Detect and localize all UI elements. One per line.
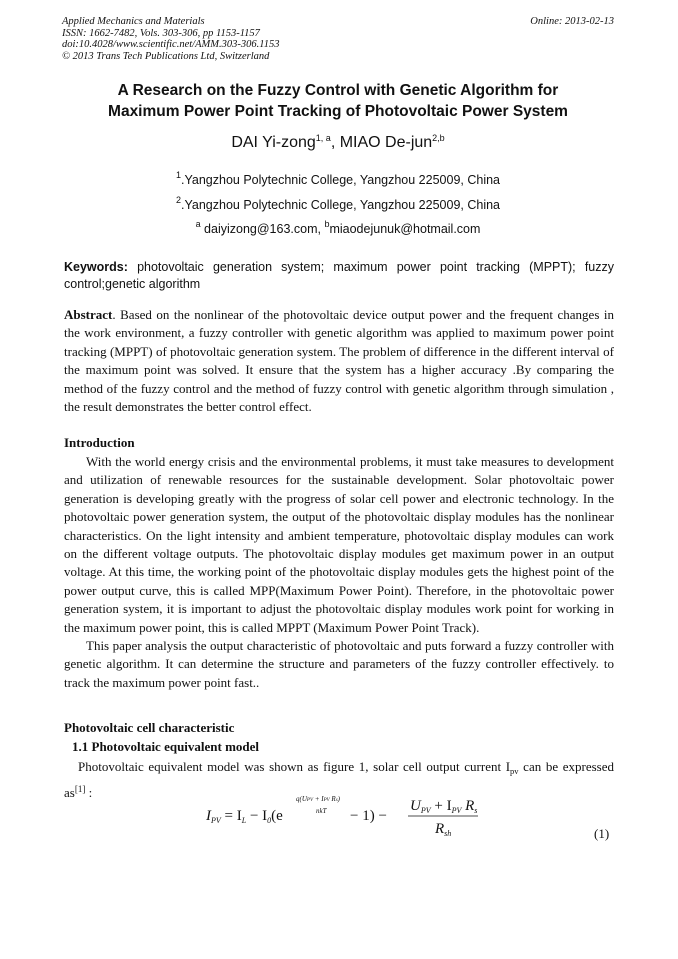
copyright-line: © 2013 Trans Tech Publications Ltd, Switzerland	[62, 50, 270, 62]
email-b-mark: b	[324, 219, 330, 229]
subsection-text-1: Photovoltaic equivalent model was shown as figure 1, solar cell output current I	[78, 759, 511, 774]
journal-name: Applied Mechanics and Materials	[62, 16, 205, 27]
paper-title	[62, 80, 614, 122]
keywords-text: photovoltaic generation system; maximum power point tracking (MPPT); fuzzy control;genetic algorithm	[64, 260, 614, 291]
doi-line: doi:10.4028/www.scientific.net/AMM.303-306.1153	[62, 39, 280, 50]
journal-header	[62, 16, 279, 62]
author-1: DAI Yi-zong	[231, 134, 316, 151]
title-line-2: Maximum Power Point Tracking of Photovoltaic Power System	[108, 103, 568, 120]
keywords	[64, 259, 614, 293]
email-b: miaodejunuk@hotmail.com	[329, 222, 481, 236]
introduction-paragraph-2: This paper analysis the output characteristic of photovoltaic and puts forward a fuzzy controller with genetic algorithm. It can determine the structure and parameters of the fuzzy controller effectively. to track the maximum power point fast..	[64, 638, 614, 690]
section-heading: Photovoltaic cell characteristic	[64, 720, 235, 735]
abstract-label: Abstract	[64, 307, 113, 322]
issn-line: ISSN: 1662-7482, Vols. 303-306, pp 1153-1157	[62, 27, 260, 39]
affiliation-1-mark: 1	[176, 170, 182, 180]
introduction-heading: Introduction	[64, 435, 135, 450]
affiliation-1	[62, 170, 614, 187]
affiliation-2	[62, 195, 614, 212]
title-line-1: A Research on the Fuzzy Control with Genetic Algorithm for	[117, 82, 559, 99]
introduction-body	[64, 453, 614, 692]
abstract	[64, 306, 614, 416]
author-2-affil: 2,b	[432, 133, 445, 143]
subsection-heading: 1.1 Photovoltaic equivalent model	[72, 739, 260, 754]
eq-exponent-numerator: q(UPV + IPV Rs)	[296, 795, 340, 803]
affiliation-2-text: .Yangzhou Polytechnic College, Yangzhou 225009, China	[181, 198, 500, 212]
equation-number: (1)	[594, 826, 610, 841]
equation-1	[200, 790, 480, 840]
subsection-text-2: can be expressed as	[64, 759, 614, 801]
eq-fraction-numerator: $U_{PV} + I_{PV}$ $R_s$	[410, 798, 478, 815]
email-a-mark: a	[195, 219, 201, 229]
introduction-paragraph-1: With the world energy crisis and the environmental problems, it must take measures to development and utilization of renewable resources for the sustainable development. Solar photovoltaic power generation is developing greatly with the progress of solar cell power and electronic technology. In the photovoltaic power generation system, the output of the photovoltaic display modules has the nonlinear characteristics. On the light intensity and ambient temperature, photovoltaic display modules can work on the different voltage outputs. The photovoltaic display modules get maximum power in an output voltage. At this time, the working point of the photovoltaic display modules gets the highest point of the power output curve, this is called MPP(Maximum Power Point). Therefore, in the photovoltaic power generation system, it is important to adjust the photovoltaic display modules work point for working in the maximum power point, this is called MPPT (Maximum Power Point Track).	[64, 454, 614, 635]
eq-tail: − 1) −	[350, 808, 387, 824]
affiliation-1-text: .Yangzhou Polytechnic College, Yangzhou 225009, China	[181, 173, 500, 187]
author-emails	[62, 219, 614, 236]
author-1-affil: 1, a	[315, 133, 331, 143]
online-date: Online: 2013-02-13	[530, 16, 614, 27]
subsection-text-3: :	[85, 785, 93, 801]
author-list	[62, 133, 614, 152]
citation-ref: [1]	[74, 784, 86, 795]
abstract-text: . Based on the nonlinear of the photovoltaic device output power and the frequent changes in the work environment, a fuzzy controller with genetic algorithm was applied to maximum power point tracking (MPPT) of photovoltaic generation system. The problem of difference in the different interval of the maximum point was solved. It ensure that the system has a higher accuracy .By comparing the method of the fuzzy control and the method of fuzzy control with genetic algorithm through simulation , the result demonstrates the better control effect.	[64, 307, 614, 415]
author-separator: ,	[330, 134, 340, 151]
keywords-label: Keywords:	[64, 260, 128, 274]
eq-exponent-denominator: nkT	[316, 807, 327, 815]
eq-fraction-denominator: $R_{sh}$	[435, 821, 452, 838]
author-2: MIAO De-jun	[339, 134, 433, 151]
affiliation-2-mark: 2	[176, 195, 182, 205]
eq-lhs: $I_{PV} = I_L - I_0(e$	[206, 808, 283, 825]
subsection-subscript: pv	[510, 766, 519, 776]
email-a: daiyizong@163.com,	[200, 222, 325, 236]
